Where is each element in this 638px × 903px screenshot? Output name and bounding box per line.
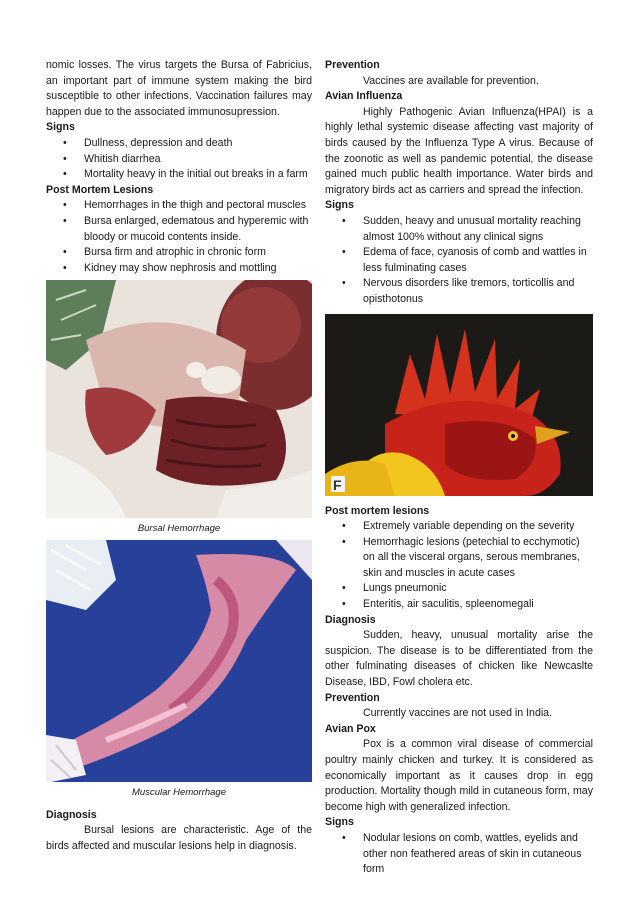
signs-heading: Signs [325,199,354,212]
list-item: • Hemorrhagic lesions (petechial to ecchymotic) on all the visceral organs, serous membranes, skin and muscles in acute cases [325,535,593,582]
figure-caption: Muscular Hemorrhage [132,786,226,798]
avian-influenza-paragraph: Highly Pathogenic Avian Influenza(HPAI) is a highly lethal systemic disease affecting vast majority of birds caused by the Influenza Type A virus. Because of the zoonotic as well as pandemic potential, the disease gained much public health importance. Water birds and migratory birds act as carriers and spread the infection. [325,105,593,196]
list-item: • Enteritis, air saculitis, spleenomegali [325,597,593,613]
diagnosis-heading: Diagnosis [46,808,97,821]
post-mortem-list [46,198,312,276]
list-item: • Kidney may show nephrosis and mottling [46,261,312,277]
list-item: • Dullness, depression and death [46,136,312,152]
list-item: • Bursa firm and atrophic in chronic form [46,245,312,261]
list-item: • Lungs pneumonic [325,581,593,597]
rooster-figure [325,314,593,496]
diagnosis-paragraph: Sudden, heavy, unusual mortality arise the suspicion. The disease is to be differentiated from the other fulminating diseases of chicken like Newcaslte Disease, IBD, Fowl cholera etc. [325,629,593,689]
signs-heading: Signs [325,816,354,829]
diagnosis-heading: Diagnosis [325,613,376,626]
intro-paragraph: nomic losses. The virus targets the Bursa of Fabricius, an important part of immune system making the bird susceptible to other infections. Vaccination failures may happen due to the associated immunosupression. [46,59,312,118]
rooster-photo [325,314,593,496]
figure-letter: F [333,476,342,493]
list-item: • Nervous disorders like tremors, torticollis and opisthotonus [325,276,593,307]
prevention-heading: Prevention [325,691,380,704]
avian-influenza-heading: Avian Influenza [325,90,403,103]
signs-list [325,214,593,308]
list-item: • Sudden, heavy and unusual mortality reaching almost 100% without any clinical signs [325,214,593,245]
list-item: • Whitish diarrhea [46,152,312,168]
avian-pox-paragraph: Pox is a common viral disease of commercial poultry mainly chicken and turkey. It is considered as economically important as it causes drop in egg production. Mortality though mild in cutaneous form, may become high with generalized infection. [325,738,593,813]
list-item: • Hemorrhages in the thigh and pectoral muscles [46,198,312,214]
list-item: • Bursa enlarged, edematous and hyperemic with bloody or mucoid contents inside. [46,214,312,245]
prevention-paragraph: Vaccines are available for prevention. [363,74,539,87]
post-mortem-list [325,519,593,613]
post-mortem-heading: Post mortem lesions [325,504,430,517]
right-column [325,58,593,878]
list-item: • Extremely variable depending on the severity [325,519,593,535]
prevention-paragraph: Currently vaccines are not used in India. [363,707,553,720]
prevention-heading: Prevention [325,59,380,71]
bursal-hemorrhage-figure [46,280,312,537]
left-column [46,58,312,854]
signs-heading: Signs [46,121,75,134]
signs-list [46,136,312,183]
signs-list [325,831,593,878]
figure-caption: Bursal Hemorrhage [137,523,221,535]
bursal-hemorrhage-photo [46,280,312,518]
list-item: • Nodular lesions on comb, wattles, eyelids and other non feathered areas of skin in cutaneous form [325,831,593,878]
diagnosis-paragraph: Bursal lesions are characteristic. Age of the birds affected and muscular lesions help in diagnosis. [46,824,312,852]
list-item: • Edema of face, cyanosis of comb and wattles in less fulminating cases [325,245,593,276]
muscular-hemorrhage-photo [46,540,312,782]
muscular-hemorrhage-figure [46,540,312,801]
post-mortem-heading: Post Mortem Lesions [46,183,154,196]
avian-pox-heading: Avian Pox [325,722,376,735]
list-item: • Mortality heavy in the initial out breaks in a farm [46,167,312,183]
